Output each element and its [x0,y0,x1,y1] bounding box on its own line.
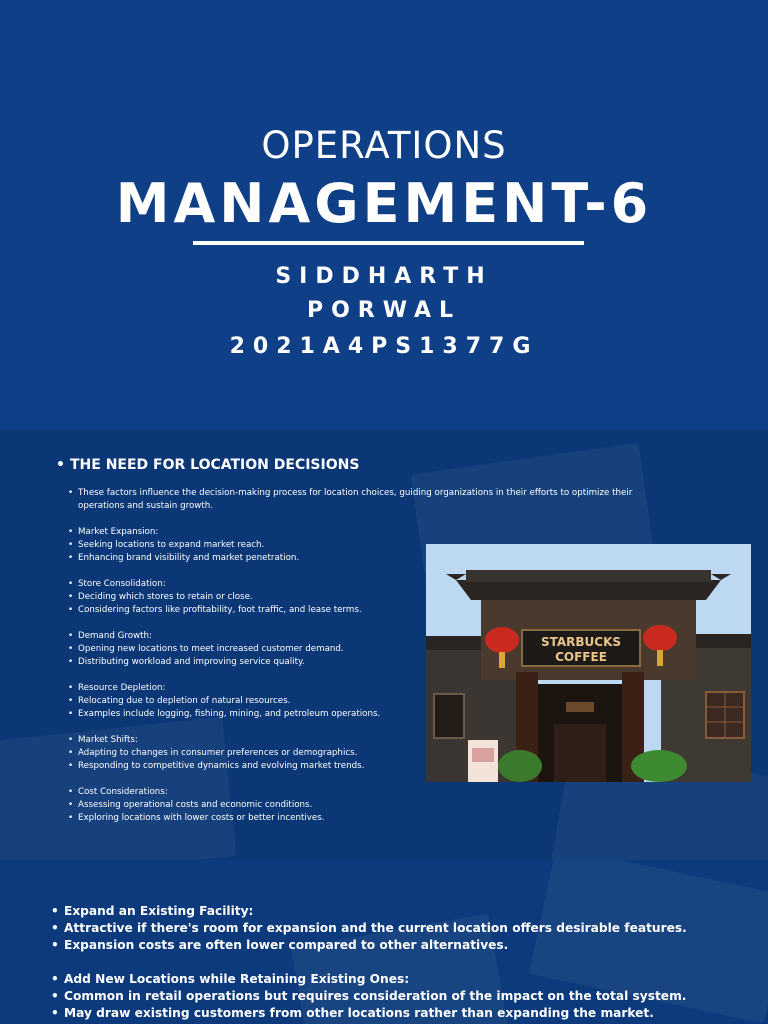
group-title: • Cost Considerations: [66,786,416,799]
author-id: 2021A4PS1377G [229,334,539,359]
group-title: • Market Shifts: [66,734,416,747]
cover-block [0,0,768,430]
list-item: • Common in retail operations but requires consideration of the impact on the total system. [50,988,750,1005]
intro-item: • These factors influence the decision-making process for location choices, guiding organizations in their efforts to optimize their operations and sustain growth. [66,487,638,513]
list-item: • Deciding which stores to retain or close. [66,591,416,604]
expansion-options-section [0,860,768,1024]
list-item: • Attractive if there's room for expansion and the current location offers desirable features. [50,920,750,937]
location-decisions-section [0,430,768,860]
list-item: • Examples include logging, fishing, mining, and petroleum operations. [66,708,416,721]
list-item: • Relocating due to depletion of natural resources. [66,695,416,708]
list-item: • Expansion costs are often lower compared to other alternatives. [50,937,750,954]
title-line-2: MANAGEMENT-6 [115,172,653,235]
group-title: • Resource Depletion: [66,682,416,695]
list-item: • Considering factors like profitability, foot traffic, and lease terms. [66,604,416,617]
expansion-list [50,903,750,1022]
list-item: • Distributing workload and improving service quality. [66,656,416,669]
starbucks-storefront-photo [426,544,751,782]
storefront-sign-line-1: STARBUCKS [540,635,622,649]
list-item: • Adapting to changes in consumer preferences or demographics. [66,747,416,760]
title-underline [193,241,584,245]
list-item: • Responding to competitive dynamics and evolving market trends. [66,760,416,773]
title-line-1: OPERATIONS [261,124,507,167]
group-title: • Demand Growth: [66,630,416,643]
group-title: • Store Consolidation: [66,578,416,591]
group-title: • Expand an Existing Facility: [50,903,750,920]
list-item: • Enhancing brand visibility and market penetration. [66,552,416,565]
section-heading: • THE NEED FOR LOCATION DECISIONS [56,457,360,473]
list-item: • Exploring locations with lower costs or better incentives. [66,812,416,825]
author-first-name: SIDDHARTH [275,264,493,289]
group-title: • Add New Locations while Retaining Existing Ones: [50,971,750,988]
author-last-name: PORWAL [306,298,462,323]
list-item: • Opening new locations to meet increased customer demand. [66,643,416,656]
storefront-sign-line-2: COFFEE [555,650,607,664]
list-item: • May draw existing customers from other locations rather than expanding the market. [50,1005,750,1022]
list-item: • Assessing operational costs and economic conditions. [66,799,416,812]
list-item: • Seeking locations to expand market reach. [66,539,416,552]
group-title: • Market Expansion: [66,526,416,539]
